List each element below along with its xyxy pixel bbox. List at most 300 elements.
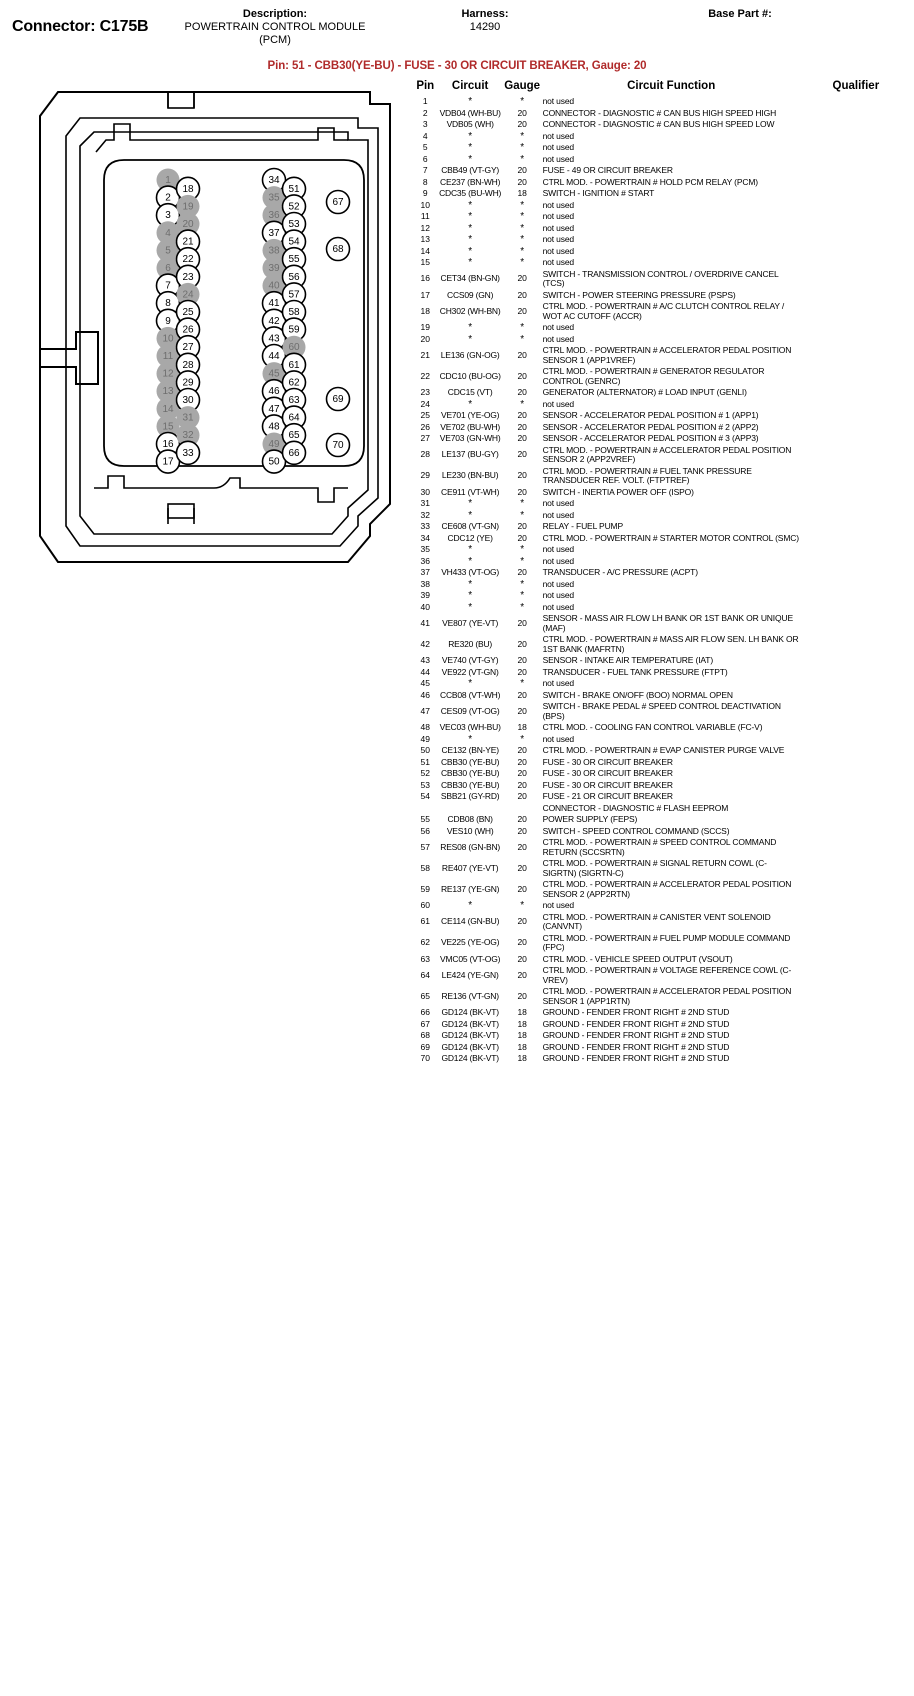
cell-circuit: * xyxy=(468,590,472,601)
cell-gauge: * xyxy=(520,245,525,257)
cell-pin: 35 xyxy=(420,544,430,554)
cell-circuit: * xyxy=(468,498,472,509)
cell-qualifier xyxy=(800,366,912,387)
cell-pin: 27 xyxy=(420,433,430,443)
cell-gauge: 20 xyxy=(517,567,527,577)
pin-number-54: 54 xyxy=(288,236,300,248)
pin-number-42: 42 xyxy=(268,315,280,327)
cell-gauge: * xyxy=(520,257,525,268)
pin-number-49: 49 xyxy=(268,439,280,450)
cell-pin: 34 xyxy=(420,532,430,543)
cell-function: SWITCH - IGNITION # START xyxy=(542,188,655,198)
table-row[interactable] xyxy=(412,757,912,769)
pin-number-4: 4 xyxy=(165,227,171,239)
cell-pin: 30 xyxy=(420,486,430,497)
table-row[interactable] xyxy=(412,246,912,258)
pin-number-7: 7 xyxy=(165,280,171,292)
table-row[interactable] xyxy=(412,954,912,966)
table-row[interactable] xyxy=(412,655,912,667)
table-row[interactable] xyxy=(412,498,912,510)
table-row[interactable] xyxy=(412,900,912,912)
cell-function: not used xyxy=(542,199,574,210)
table-row[interactable] xyxy=(412,96,912,108)
cell-circuit: * xyxy=(468,257,472,268)
pin-number-2: 2 xyxy=(165,192,171,204)
pin-number-5: 5 xyxy=(165,245,171,257)
cell-gauge: * xyxy=(520,678,525,689)
cell-qualifier xyxy=(800,780,912,792)
table-row[interactable] xyxy=(412,301,912,322)
table-row[interactable] xyxy=(412,590,912,602)
cell-function: CTRL MOD. - POWERTRAIN # GENERATOR REGULATOR CONTROL (GENRC) xyxy=(542,366,765,386)
cell-qualifier xyxy=(800,1007,912,1019)
cell-qualifier xyxy=(800,954,912,966)
table-row[interactable] xyxy=(412,579,912,591)
table-row[interactable] xyxy=(412,200,912,212)
cell-gauge: 20 xyxy=(517,305,527,316)
cell-function: TRANSDUCER - A/C PRESSURE (ACPT) xyxy=(542,567,698,577)
table-row[interactable] xyxy=(412,791,912,803)
cell-function: not used xyxy=(542,130,574,141)
cell-qualifier xyxy=(800,410,912,422)
table-row[interactable] xyxy=(412,1007,912,1019)
cell-function: FUSE - 30 OR CIRCUIT BREAKER xyxy=(542,768,673,778)
cell-qualifier xyxy=(800,188,912,200)
page-header xyxy=(0,0,914,52)
pin-number-48: 48 xyxy=(268,421,280,433)
cell-circuit xyxy=(439,803,502,815)
pin-number-51: 51 xyxy=(288,183,300,195)
table-row[interactable] xyxy=(412,345,912,366)
pin-number-3: 3 xyxy=(165,210,171,222)
cell-circuit: GD124 (BK-VT) xyxy=(441,1007,499,1017)
cell-qualifier xyxy=(800,1030,912,1042)
cell-pin: 29 xyxy=(420,470,430,481)
cell-gauge: 20 xyxy=(517,165,527,175)
pin-number-60: 60 xyxy=(288,342,300,354)
table-row[interactable] xyxy=(412,667,912,679)
connector-diagram xyxy=(18,84,408,569)
cell-gauge: 20 xyxy=(517,387,527,397)
cell-pin: 64 xyxy=(420,969,430,980)
cell-qualifier xyxy=(800,690,912,702)
cell-qualifier xyxy=(800,301,912,322)
cell-circuit: CDC35 (BU-WH) xyxy=(439,188,502,198)
table-row[interactable] xyxy=(412,466,912,487)
cell-circuit: * xyxy=(468,544,472,555)
cell-circuit: GD124 (BK-VT) xyxy=(441,1053,499,1063)
table-row[interactable] xyxy=(412,142,912,154)
cell-qualifier xyxy=(800,269,912,290)
table-row[interactable] xyxy=(412,119,912,131)
description-block xyxy=(150,8,400,47)
table-row[interactable] xyxy=(412,131,912,143)
cell-pin: 59 xyxy=(420,883,430,894)
cell-qualifier xyxy=(800,791,912,803)
table-row[interactable] xyxy=(412,701,912,722)
cell-pin: 16 xyxy=(420,273,430,284)
cell-function: not used xyxy=(542,509,574,520)
table-row[interactable] xyxy=(412,334,912,346)
cell-gauge: 20 xyxy=(517,689,527,700)
table-row[interactable] xyxy=(412,912,912,933)
cell-qualifier xyxy=(800,986,912,1007)
pin-number-29: 29 xyxy=(182,377,194,389)
cell-function: GROUND - FENDER FRONT RIGHT # 2ND STUD xyxy=(542,1030,730,1040)
cell-qualifier xyxy=(800,257,912,269)
cell-gauge: 20 xyxy=(517,617,527,628)
pin-number-32: 32 xyxy=(182,430,194,442)
table-row[interactable] xyxy=(412,533,912,545)
pin-number-28: 28 xyxy=(182,359,194,371)
cell-gauge: 20 xyxy=(517,532,527,543)
cell-circuit: * xyxy=(468,153,472,165)
table-row[interactable] xyxy=(412,803,912,815)
cell-qualifier xyxy=(800,912,912,933)
table-row[interactable] xyxy=(412,678,912,690)
cell-qualifier xyxy=(800,345,912,366)
cell-gauge: 20 xyxy=(517,666,527,677)
pin-number-17: 17 xyxy=(162,456,174,468)
cell-pin: 31 xyxy=(420,498,430,508)
pin-number-34: 34 xyxy=(268,175,280,186)
table-row[interactable] xyxy=(412,290,912,302)
cell-function: CONNECTOR - DIAGNOSTIC # CAN BUS HIGH SPEED LOW xyxy=(542,119,775,129)
cell-pin: 57 xyxy=(420,841,430,852)
cell-qualifier xyxy=(800,223,912,235)
table-row[interactable] xyxy=(412,556,912,568)
cell-gauge: 20 xyxy=(517,705,527,716)
table-row[interactable] xyxy=(412,826,912,838)
cell-function: SWITCH - TRANSMISSION CONTROL / OVERDRIVE CANCEL (TCS) xyxy=(542,268,779,288)
cell-function: SWITCH - BRAKE ON/OFF (BOO) NORMAL OPEN xyxy=(542,689,733,700)
table-row[interactable] xyxy=(412,521,912,533)
cell-gauge: 20 xyxy=(517,953,527,964)
table-row[interactable] xyxy=(412,322,912,334)
col-header-qualifier: Qualifier xyxy=(832,80,880,92)
table-row[interactable] xyxy=(412,1053,912,1065)
cell-function: SENSOR - ACCELERATOR PEDAL POSITION # 2 (APP2) xyxy=(542,421,759,432)
table-row[interactable] xyxy=(412,487,912,499)
pin-circles xyxy=(157,169,350,474)
table-row[interactable] xyxy=(412,837,912,858)
cell-circuit: RE136 (VT-GN) xyxy=(441,990,499,1001)
cell-function: FUSE - 21 OR CIRCUIT BREAKER xyxy=(542,791,673,801)
table-row[interactable] xyxy=(412,567,912,579)
cell-circuit: LE137 (BU-GY) xyxy=(441,449,499,460)
pin-number-44: 44 xyxy=(268,351,280,362)
cell-pin: 61 xyxy=(420,916,430,927)
cell-qualifier xyxy=(800,422,912,434)
table-row[interactable] xyxy=(412,544,912,556)
cell-qualifier xyxy=(800,510,912,522)
cell-pin: 15 xyxy=(420,257,430,267)
cell-qualifier xyxy=(800,142,912,154)
cell-qualifier xyxy=(800,399,912,411)
cell-gauge: 20 xyxy=(517,814,527,824)
pin-number-53: 53 xyxy=(288,219,300,230)
cell-pin: 68 xyxy=(420,1030,430,1040)
table-row[interactable] xyxy=(412,234,912,246)
cell-gauge: * xyxy=(520,590,525,601)
cell-circuit: SBB21 (GY-RD) xyxy=(440,791,500,801)
cell-qualifier xyxy=(800,177,912,189)
cell-function: not used xyxy=(542,678,574,688)
cell-pin: 62 xyxy=(420,937,430,948)
table-row[interactable] xyxy=(412,965,912,986)
cell-pin: 48 xyxy=(420,722,430,732)
pin-number-47: 47 xyxy=(268,403,280,415)
cell-qualifier xyxy=(800,334,912,346)
cell-circuit: CBB30 (YE-BU) xyxy=(440,779,500,790)
pin-number-45: 45 xyxy=(268,368,280,380)
cell-function: SENSOR - ACCELERATOR PEDAL POSITION # 3 (APP3) xyxy=(542,433,759,443)
cell-gauge: 20 xyxy=(517,937,527,948)
cell-function: not used xyxy=(542,900,574,910)
cell-gauge: * xyxy=(520,234,525,245)
cell-circuit: CDC10 (BU-OG) xyxy=(439,370,501,381)
cell-circuit: * xyxy=(468,245,472,257)
cell-gauge: 20 xyxy=(517,825,527,836)
table-row[interactable] xyxy=(412,780,912,792)
cell-function: GENERATOR (ALTERNATOR) # LOAD INPUT (GENLI) xyxy=(542,387,747,397)
table-row[interactable] xyxy=(412,745,912,757)
pin-number-68: 68 xyxy=(332,244,344,255)
pin-number-8: 8 xyxy=(165,298,171,310)
cell-circuit: VE225 (YE-OG) xyxy=(440,937,500,948)
cell-gauge: * xyxy=(520,544,525,555)
pin-number-36: 36 xyxy=(268,210,280,222)
cell-gauge: * xyxy=(520,578,525,590)
pin-number-35: 35 xyxy=(268,192,280,204)
col-header-gauge: Gauge xyxy=(504,80,541,92)
table-row[interactable] xyxy=(412,986,912,1007)
connector-inner-shell xyxy=(80,132,368,534)
cell-function: CTRL MOD. - POWERTRAIN # ACCELERATOR PEDAL POSITION SENSOR 1 (APP1RTN) xyxy=(542,986,792,1006)
cell-gauge: * xyxy=(520,498,525,509)
pin-number-70: 70 xyxy=(332,440,344,451)
table-row[interactable] xyxy=(412,108,912,120)
table-row[interactable] xyxy=(412,422,912,434)
cell-qualifier xyxy=(800,965,912,986)
table-row[interactable] xyxy=(412,433,912,445)
table-row[interactable] xyxy=(412,1019,912,1031)
cell-gauge: * xyxy=(520,900,525,911)
cell-qualifier xyxy=(800,768,912,780)
table-row[interactable] xyxy=(412,410,912,422)
cell-pin: 37 xyxy=(420,567,430,577)
table-row[interactable] xyxy=(412,613,912,634)
cell-circuit: * xyxy=(468,322,472,333)
cell-function: CTRL MOD. - POWERTRAIN # FUEL TANK PRESSURE TRANSDUCER REF. VOLT. (FTPTREF) xyxy=(542,465,752,485)
table-row[interactable] xyxy=(412,177,912,189)
cell-pin: 53 xyxy=(420,779,430,790)
cell-function: not used xyxy=(542,398,574,409)
pin-number-38: 38 xyxy=(268,245,280,257)
cell-gauge: 20 xyxy=(517,521,527,531)
cell-qualifier xyxy=(800,387,912,399)
table-row[interactable] xyxy=(412,602,912,614)
table-row[interactable] xyxy=(412,1030,912,1042)
cell-pin: 33 xyxy=(420,521,430,531)
cell-gauge: 20 xyxy=(517,273,527,284)
cell-pin: 24 xyxy=(420,398,430,409)
cell-gauge: * xyxy=(520,96,525,107)
cell-circuit: * xyxy=(468,199,472,211)
cell-pin: 20 xyxy=(420,333,430,344)
table-row[interactable] xyxy=(412,1042,912,1054)
cell-gauge xyxy=(502,803,543,815)
cell-pin: 13 xyxy=(420,234,430,244)
cell-pin: 38 xyxy=(420,578,430,589)
cell-function: not used xyxy=(542,555,574,566)
cell-pin: 70 xyxy=(420,1053,430,1063)
pin-number-9: 9 xyxy=(165,315,171,327)
cell-circuit: VEC03 (WH-BU) xyxy=(439,722,501,732)
table-row[interactable] xyxy=(412,690,912,702)
cell-circuit: VE703 (GN-WH) xyxy=(439,433,501,443)
cell-circuit: CES09 (VT-OG) xyxy=(440,705,500,716)
table-row[interactable] xyxy=(412,165,912,177)
cell-circuit: * xyxy=(468,333,472,345)
cell-pin: 66 xyxy=(420,1007,430,1017)
cell-circuit: VE740 (VT-GY) xyxy=(441,655,499,665)
cell-gauge: 20 xyxy=(517,486,527,497)
pin-number-26: 26 xyxy=(182,324,194,336)
cell-gauge: 20 xyxy=(517,768,527,778)
table-row[interactable] xyxy=(412,933,912,954)
cell-pin: 19 xyxy=(420,322,430,332)
cell-pin: 50 xyxy=(420,745,430,755)
pin-number-37: 37 xyxy=(268,227,280,239)
cell-qualifier xyxy=(800,498,912,510)
table-row[interactable] xyxy=(412,269,912,290)
table-row[interactable] xyxy=(412,634,912,655)
selected-pin-banner: Pin: 51 - CBB30(YE-BU) - FUSE - 30 OR CIRCUIT BREAKER, Gauge: 20 xyxy=(267,60,647,72)
cell-qualifier xyxy=(800,246,912,258)
cell-function: not used xyxy=(542,333,574,344)
cell-gauge: 20 xyxy=(517,756,527,767)
cell-pin: 46 xyxy=(420,689,430,700)
cell-circuit: GD124 (BK-VT) xyxy=(441,1018,499,1029)
cell-gauge: 18 xyxy=(517,1053,527,1063)
table-row[interactable] xyxy=(412,814,912,826)
cell-function: SWITCH - BRAKE PEDAL # SPEED CONTROL DEACTIVATION (BPS) xyxy=(542,701,781,721)
cell-qualifier xyxy=(800,544,912,556)
cell-gauge: 20 xyxy=(517,370,527,381)
table-row[interactable] xyxy=(412,387,912,399)
cell-qualifier xyxy=(800,602,912,614)
pin-number-63: 63 xyxy=(288,395,300,406)
table-row[interactable] xyxy=(412,188,912,200)
cell-gauge: 20 xyxy=(517,916,527,927)
cell-pin: 58 xyxy=(420,862,430,873)
cell-qualifier xyxy=(800,933,912,954)
cell-qualifier xyxy=(800,487,912,499)
cell-pin: 51 xyxy=(420,756,430,767)
cell-function: CTRL MOD. - POWERTRAIN # STARTER MOTOR CONTROL (SMC) xyxy=(542,532,799,543)
col-header-pin: Pin xyxy=(416,80,435,92)
table-header-row xyxy=(412,80,912,96)
cell-qualifier xyxy=(800,678,912,690)
cell-gauge: * xyxy=(520,211,525,222)
pin-number-6: 6 xyxy=(165,263,171,274)
harness-block xyxy=(400,8,570,34)
cell-pin: 67 xyxy=(420,1018,430,1029)
cell-qualifier xyxy=(800,567,912,579)
cell-pin: 43 xyxy=(420,655,430,665)
table-row[interactable] xyxy=(412,510,912,522)
cell-function: not used xyxy=(542,578,574,589)
table-row[interactable] xyxy=(412,858,912,879)
pin-number-11: 11 xyxy=(162,351,174,362)
cell-qualifier xyxy=(800,154,912,166)
cell-qualifier xyxy=(800,322,912,334)
table-row[interactable] xyxy=(412,211,912,223)
cell-function: CTRL MOD. - POWERTRAIN # ACCELERATOR PEDAL POSITION SENSOR 2 (APP2RTN) xyxy=(542,879,792,899)
cell-circuit: * xyxy=(468,222,472,234)
table-row[interactable] xyxy=(412,257,912,269)
cell-qualifier xyxy=(800,757,912,769)
cell-circuit: CET34 (BN-GN) xyxy=(440,273,500,284)
cell-circuit: CDC15 (VT) xyxy=(447,387,493,397)
table-row[interactable] xyxy=(412,154,912,166)
pin-number-33: 33 xyxy=(182,447,194,459)
cell-circuit: * xyxy=(468,733,472,745)
cell-function: SWITCH - INERTIA POWER OFF (ISPO) xyxy=(542,486,694,497)
cell-gauge: 20 xyxy=(517,638,527,649)
col-header-circuit: Circuit xyxy=(451,80,489,92)
table-row[interactable] xyxy=(412,399,912,411)
pin-number-41: 41 xyxy=(268,298,280,310)
cell-circuit: VE922 (VT-GN) xyxy=(441,666,499,677)
pin-number-56: 56 xyxy=(288,271,300,283)
cell-gauge: 20 xyxy=(517,655,527,665)
connector-title: Connector: C175B xyxy=(12,18,149,35)
cell-qualifier xyxy=(800,290,912,302)
cell-pin: 49 xyxy=(420,733,430,744)
cell-qualifier xyxy=(800,579,912,591)
cell-function: SENSOR - MASS AIR FLOW LH BANK OR 1ST BANK OR UNIQUE (MAF) xyxy=(542,613,793,633)
cell-circuit: * xyxy=(468,601,472,613)
pin-number-61: 61 xyxy=(288,359,300,371)
cell-pin: 55 xyxy=(420,814,430,824)
table-row[interactable] xyxy=(412,366,912,387)
cell-pin: 4 xyxy=(422,130,428,141)
cell-function: GROUND - FENDER FRONT RIGHT # 2ND STUD xyxy=(542,1007,730,1017)
table-row[interactable] xyxy=(412,768,912,780)
cell-function: CTRL MOD. - POWERTRAIN # ACCELERATOR PEDAL POSITION SENSOR 1 (APP1VREF) xyxy=(542,345,792,365)
cell-qualifier xyxy=(800,96,912,108)
pin-number-10: 10 xyxy=(162,333,174,345)
table-row[interactable] xyxy=(412,722,912,734)
cell-qualifier xyxy=(800,837,912,858)
cell-gauge: 20 xyxy=(517,107,527,118)
table-row[interactable] xyxy=(412,223,912,235)
table-row[interactable] xyxy=(412,879,912,900)
cell-circuit: CDC12 (YE) xyxy=(447,532,493,543)
cell-gauge: * xyxy=(520,555,525,567)
cell-qualifier xyxy=(800,556,912,568)
cell-function: RELAY - FUEL PUMP xyxy=(542,521,624,531)
table-row[interactable] xyxy=(412,445,912,466)
cell-function: not used xyxy=(542,245,574,256)
cell-gauge: 20 xyxy=(517,779,527,790)
connector-bottom-latch xyxy=(94,476,348,524)
cell-pin: 22 xyxy=(420,370,430,381)
table-row[interactable] xyxy=(412,734,912,746)
cell-circuit: VE702 (BU-WH) xyxy=(440,421,501,432)
